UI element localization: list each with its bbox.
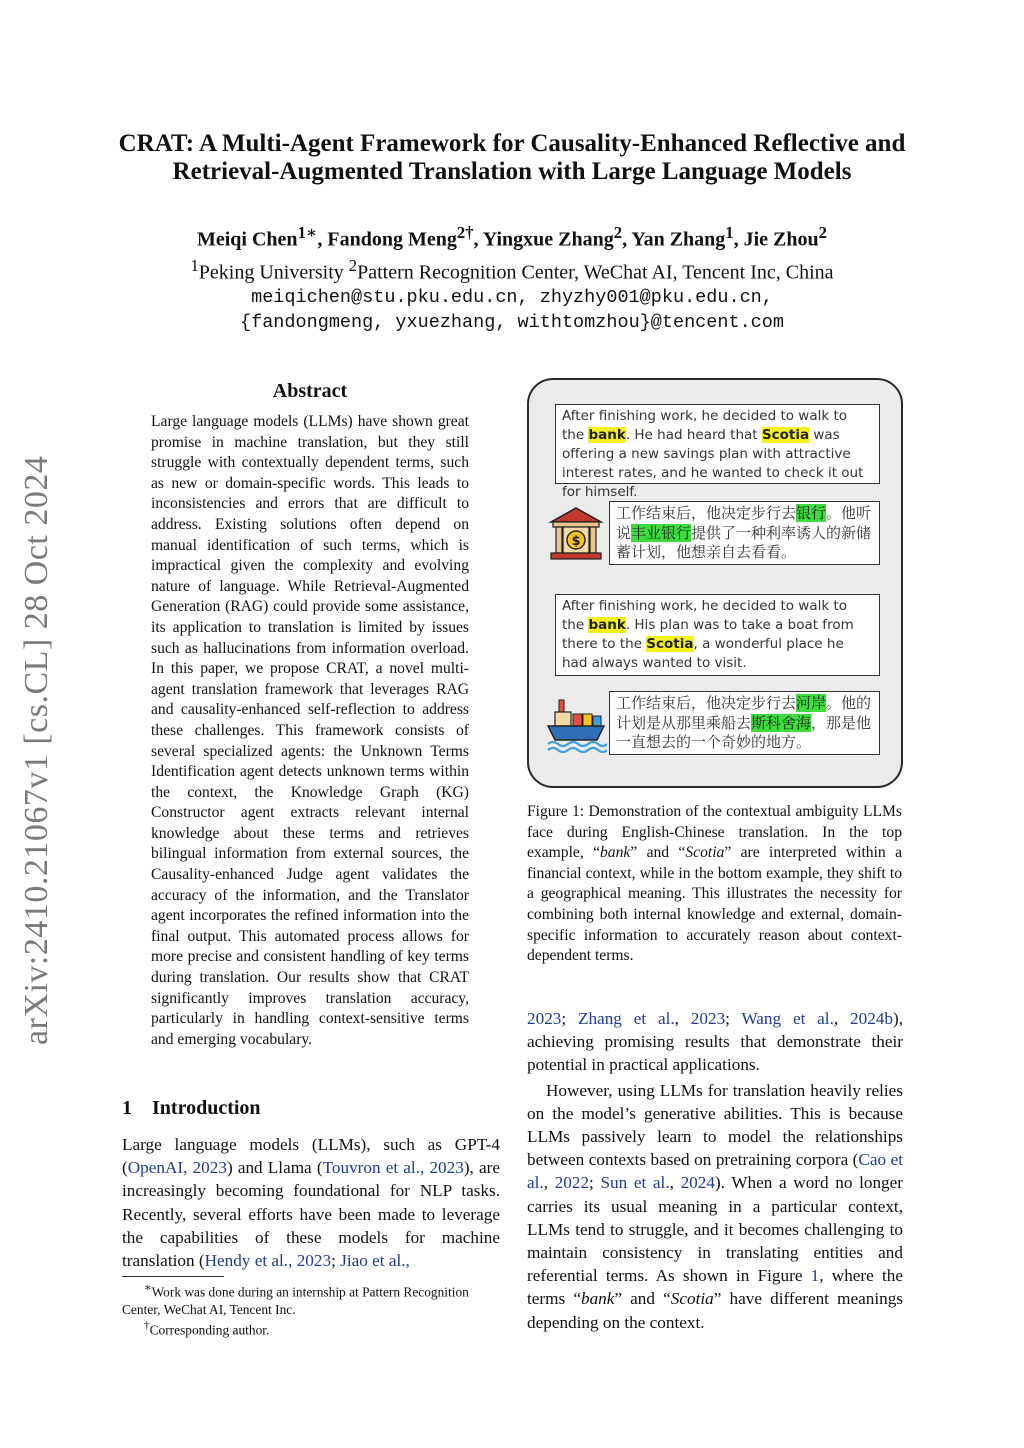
body-text: ” have different meanings depending on the context.: [527, 1289, 903, 1332]
highlight-term: bank: [588, 427, 626, 443]
footnote-1-mark: ∗: [144, 1282, 152, 1294]
author-names: Meiqi Chen$^{1∗}$, Fandong Meng$^{2\dagger}$, Yingxue Zhang$^2$, Yan Zhang$^1$, Jie Zhou$^2$: [197, 223, 827, 251]
caption-text: ” and “: [630, 844, 686, 862]
body-text: ;: [561, 1009, 578, 1028]
citation-link[interactable]: 2023: [690, 1009, 726, 1028]
affiliations: [100, 253, 924, 286]
fig-text: 。他听说: [616, 504, 872, 542]
section-heading: [122, 1097, 261, 1120]
right-column-text: [527, 1007, 903, 1334]
footnote-1: [122, 1280, 500, 1318]
fig-text: , a wonderful place he had always wanted to visit.: [562, 636, 844, 671]
cargo-ship-icon: [545, 694, 607, 754]
figure-ref-link[interactable]: 1: [810, 1266, 820, 1286]
author-1: Meiqi Chen: [197, 228, 298, 251]
emails-line-2: {fandongmeng, yxuezhang, withtomzhou}@tencent.com: [240, 312, 784, 334]
example-2-chinese: [609, 691, 880, 755]
intro-text: Large language models (LLMs), such as GPT-4 (: [122, 1135, 500, 1178]
figure-caption: [527, 802, 902, 967]
body-term: bank: [580, 1289, 615, 1309]
figure-1: [527, 378, 903, 788]
highlight-term: Scotia: [761, 427, 810, 443]
citation-link[interactable]: Hendy et al., 2023: [204, 1251, 332, 1271]
intro-paragraph: [122, 1133, 500, 1272]
citation-link[interactable]: 2024b: [850, 1009, 893, 1028]
highlight-term: 斯科舍海: [751, 713, 812, 732]
body-text: ). When a word no longer carries its usual meaning in a particular context, LLMs tend to struggle, and it becomes challenging to maintain consistency in translating entities and referential terms. As shown in Figure: [527, 1173, 904, 1286]
body-text: ;: [725, 1009, 742, 1028]
body-text: ), achieving promising results that demonstrate their potential in practical applications.: [527, 1009, 903, 1075]
author-5-affil: 2: [818, 223, 827, 242]
author-3-affil: 2: [613, 223, 623, 242]
fig-text: 提供了一种利率诱人的新储蓄计划，他想亲自去看看。: [616, 523, 872, 561]
section-number: 1: [122, 1097, 132, 1119]
intro-text: ;: [331, 1251, 341, 1271]
author-2-affil: 2†: [456, 223, 474, 242]
citation-link[interactable]: Zhang et al.: [577, 1009, 675, 1028]
citation-link[interactable]: 2024: [680, 1173, 715, 1193]
bank-building-icon: [547, 505, 605, 563]
intro-text: ) and Llama (: [226, 1158, 323, 1178]
body-text: , where the terms “: [527, 1266, 903, 1309]
citation-link[interactable]: Touvron et al., 2023: [322, 1158, 464, 1178]
body-text: ;: [589, 1173, 601, 1193]
fig-text: After finishing work, he decided to walk to the: [562, 408, 848, 443]
example-2-english: [555, 594, 880, 676]
paragraph-continued: [527, 1007, 903, 1077]
author-1-affil: 1∗: [297, 223, 318, 242]
citation-link[interactable]: Jiao et al.,: [340, 1251, 410, 1271]
author-3: Yingxue Zhang: [482, 228, 614, 251]
author-4-affil: 1: [725, 223, 734, 242]
fig-text: . He had heard that: [625, 427, 762, 443]
citation-link[interactable]: OpenAI, 2023: [127, 1158, 227, 1178]
affil-sup-2: 2: [348, 255, 358, 275]
affil-org-1: Peking University: [198, 261, 349, 284]
footnote-1-text: Work was done during an internship at Pattern Recognition Center, WeChat AI, Tencent Inc.: [122, 1284, 469, 1317]
citation-link[interactable]: 2023: [527, 1009, 562, 1028]
caption-text: ” are interpreted within a financial context, while in the bottom example, they shift to a geographical meaning. This illustrates the necessity for combining both internal knowledge and external, domain-specific information to accurately reason about context-dependent terms.: [527, 844, 902, 965]
highlight-term: 银行: [796, 504, 827, 522]
paragraph-however: [527, 1079, 903, 1334]
svg-text:$: $: [571, 534, 581, 549]
fig-text: 工作结束后，他决定步行去: [616, 694, 797, 712]
citation-link[interactable]: 2022: [554, 1173, 590, 1193]
author-2: Fandong Meng: [327, 228, 457, 251]
emails-line-1: meiqichen@stu.pku.edu.cn, zhyzhy001@pku.edu.cn,: [251, 287, 773, 309]
highlight-term: 河岸: [796, 694, 827, 712]
affil-sup-1: 1: [190, 255, 199, 275]
title-line-1: CRAT: A Multi-Agent Framework for Causality-Enhanced Reflective and: [118, 130, 906, 157]
abstract-text: Large language models (LLMs) have shown great promise in machine translation, but they still struggle with contextually dependent terms, such as new or domain-specific words. This leads to inconsistencies and errors that are difficult to address. Existing solutions often depend on manual identification of such terms, which is impractical given the complexity and evolving nature of language. While Retrieval-Augmented Generation (RAG) could provide some assistance, its application to translation is limited by issues such as hallucinations from information overload. In this paper, we propose CRAT, a novel multi-agent translation framework that leverages RAG and causality-enhanced self-reflection to address these challenges. This framework consists of several specialized agents: the Unknown Terms Identification agent detects unknown terms within the context, the Knowledge Graph (KG) Constructor agent extracts relevant internal knowledge about these terms and retrieves bilingual information from external sources, the Causality-enhanced Judge agent validates the accuracy of the information, and the Translator agent incorporates the refined information into the final output. This automated process allows for more precise and consistent handling of key terms during translation. Our results show that CRAT significantly improves translation accuracy, particularly in handling context-sensitive terms and emerging vocabulary.: [151, 413, 469, 1048]
body-text: However, using LLMs for translation heavily relies on the model’s generative abilities. This is because LLMs passively learn to model the relationships between contexts based on pretraining corpora (: [527, 1080, 903, 1170]
caption-term: bank: [599, 844, 631, 862]
fig-text: 。他的计划是从那里乘船去: [616, 694, 872, 732]
citation-link[interactable]: Cao et al.: [527, 1150, 904, 1193]
fig-text: . His plan was to take a boat from there to the: [562, 617, 854, 652]
intro-text: ), are increasingly becoming foundational for NLP tasks. Recently, several efforts have been made to leverage the capabilities of these models for machine translation (: [122, 1158, 500, 1271]
body-text: ,: [669, 1173, 681, 1193]
citation-link[interactable]: Sun et al.: [600, 1173, 670, 1193]
example-1-chinese: [609, 501, 880, 565]
section-title: Introduction: [152, 1097, 261, 1119]
affil-org-2: Pattern Recognition Center, WeChat AI, Tencent Inc, China: [357, 261, 834, 284]
body-term: Scotia: [670, 1289, 714, 1309]
author-5: Jie Zhou: [743, 228, 819, 251]
footnote-2-text: Corresponding author.: [149, 1322, 270, 1338]
arxiv-stamp: arXiv:2410.21067v1 [cs.CL] 28 Oct 2024: [18, 455, 55, 1045]
body-text: ,: [833, 1009, 850, 1028]
author-4: Yan Zhang: [631, 228, 726, 251]
paper-title: [100, 130, 924, 186]
body-text: ” and “: [614, 1289, 671, 1309]
fig-text: was offering a new savings plan with attractive interest rates, and he wanted to check it out for himself.: [562, 427, 864, 500]
title-line-2: Retrieval-Augmented Translation with Large Language Models: [172, 158, 852, 185]
example-1-english: [555, 404, 880, 500]
footnote-rule: [122, 1276, 224, 1277]
fig-text: ，那是他一直想去的一个奇妙的地方。: [616, 713, 872, 751]
footnotes: [122, 1280, 500, 1339]
abstract-heading: Abstract: [272, 380, 348, 402]
highlight-term: Scotia: [646, 636, 694, 652]
citation-link[interactable]: Wang et al.: [741, 1009, 834, 1028]
highlight-term: bank: [588, 617, 626, 633]
fig-text: 工作结束后，他决定步行去: [616, 504, 797, 522]
fig-text: After finishing work, he decided to walk to the: [562, 598, 848, 633]
body-text: ,: [543, 1173, 555, 1193]
footnote-2-mark: †: [144, 1320, 150, 1333]
author-block: [100, 220, 924, 335]
caption-text: Figure 1: Demonstration of the contextual ambiguity LLMs face during English-Chinese translation. In the top example, “: [527, 803, 902, 862]
footnote-2: [122, 1318, 500, 1339]
caption-term: Scotia: [685, 844, 725, 862]
body-text: ,: [674, 1009, 691, 1028]
highlight-term: 丰业银行: [631, 523, 692, 542]
